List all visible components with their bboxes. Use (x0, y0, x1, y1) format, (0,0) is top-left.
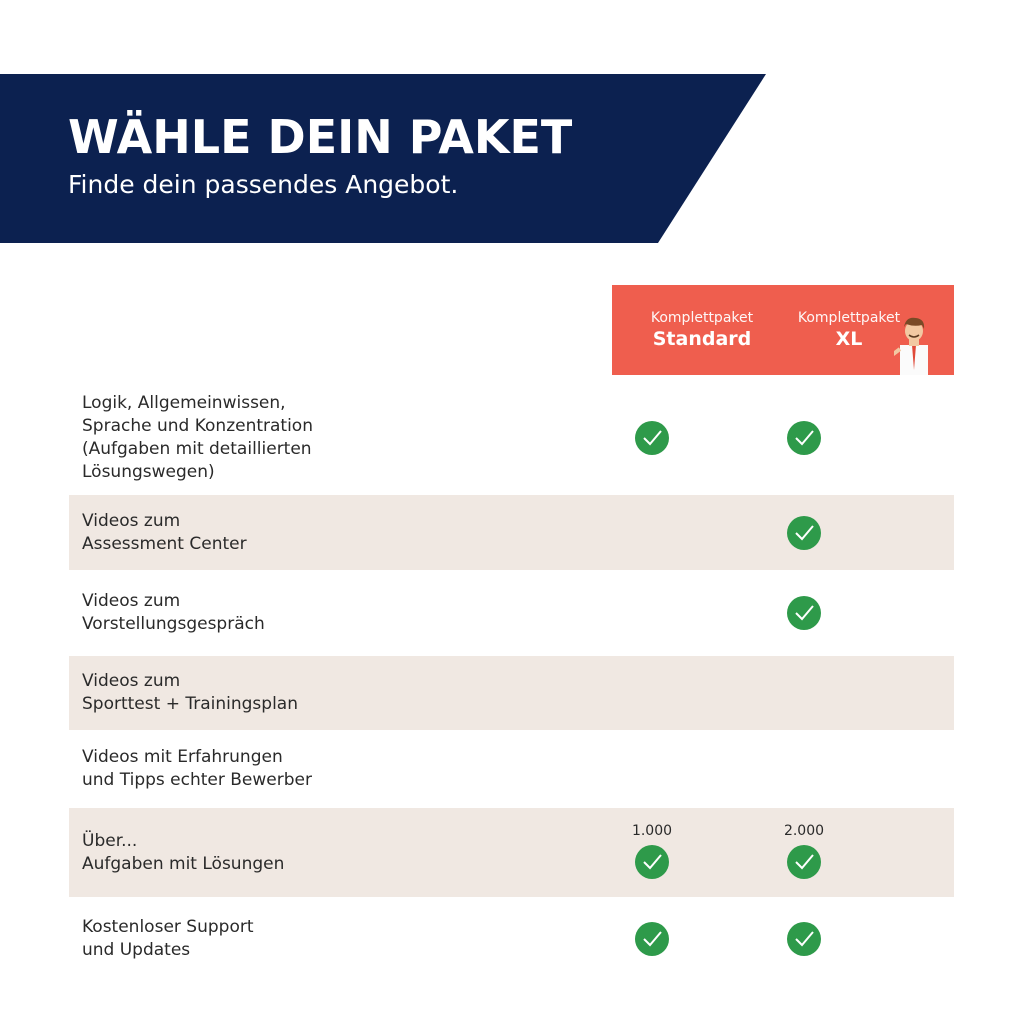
feature-label-line: Videos zum (82, 510, 181, 531)
feature-label (82, 590, 265, 636)
feature-label-line: Logik, Allgemeinwissen, (82, 392, 286, 413)
feature-label (82, 670, 298, 716)
standard-cell (602, 922, 702, 960)
feature-label-line: und Updates (82, 939, 191, 960)
feature-label-line: Lösungswegen) (82, 461, 215, 482)
feature-label-line: (Aufgaben mit detaillierten (82, 438, 312, 459)
xl-cell (754, 421, 854, 459)
xl-cell (754, 596, 854, 634)
check-icon (787, 596, 821, 630)
feature-label-line: Videos zum (82, 591, 181, 611)
package-standard[interactable] (617, 310, 787, 350)
xl-cell (754, 922, 854, 960)
table-row (69, 656, 954, 730)
check-icon (635, 922, 669, 956)
check-icon (787, 845, 821, 879)
feature-label-line: und Tipps echter Bewerber (82, 770, 312, 790)
mascot-man-icon (894, 315, 934, 375)
feature-label-line: Sporttest + Trainingsplan (82, 694, 298, 714)
standard-cell (602, 823, 702, 883)
feature-label (82, 510, 247, 556)
standard-cell (602, 421, 702, 459)
feature-label-line: Videos mit Erfahrungen (82, 747, 283, 767)
table-row (69, 808, 954, 897)
feature-label-line: Sprache und Konzentration (82, 415, 313, 436)
table-row (69, 380, 954, 495)
package-type-label: Komplettpaket (650, 310, 754, 326)
xl-cell (754, 823, 854, 883)
feature-label-line: Aufgaben mit Lösungen (82, 853, 285, 874)
feature-label-line: Videos zum (82, 671, 181, 691)
feature-label-line: Kostenloser Support (82, 916, 254, 937)
feature-label (82, 830, 284, 876)
table-row (69, 897, 954, 980)
feature-label-line: Über... (82, 830, 138, 851)
table-row (69, 570, 954, 656)
package-name: XL (835, 328, 863, 350)
task-count: 1.000 (631, 822, 673, 839)
check-icon (635, 845, 669, 879)
page-title: WÄHLE DEIN PAKET (68, 110, 573, 164)
package-header (612, 285, 954, 375)
feature-label (82, 746, 312, 792)
check-icon (787, 421, 821, 455)
feature-label-line: Vorstellungsgespräch (82, 614, 265, 634)
package-type-label: Komplettpaket (797, 310, 901, 326)
table-row (69, 495, 954, 570)
package-name: Standard (652, 328, 752, 350)
task-count: 2.000 (783, 822, 825, 839)
page-subtitle: Finde dein passendes Angebot. (68, 170, 459, 199)
xl-cell (754, 516, 854, 554)
table-row (69, 730, 954, 808)
check-icon (787, 922, 821, 956)
check-icon (635, 421, 669, 455)
check-icon (787, 516, 821, 550)
feature-label-line: Assessment Center (82, 533, 247, 554)
feature-label (82, 916, 254, 962)
feature-label (82, 392, 313, 484)
